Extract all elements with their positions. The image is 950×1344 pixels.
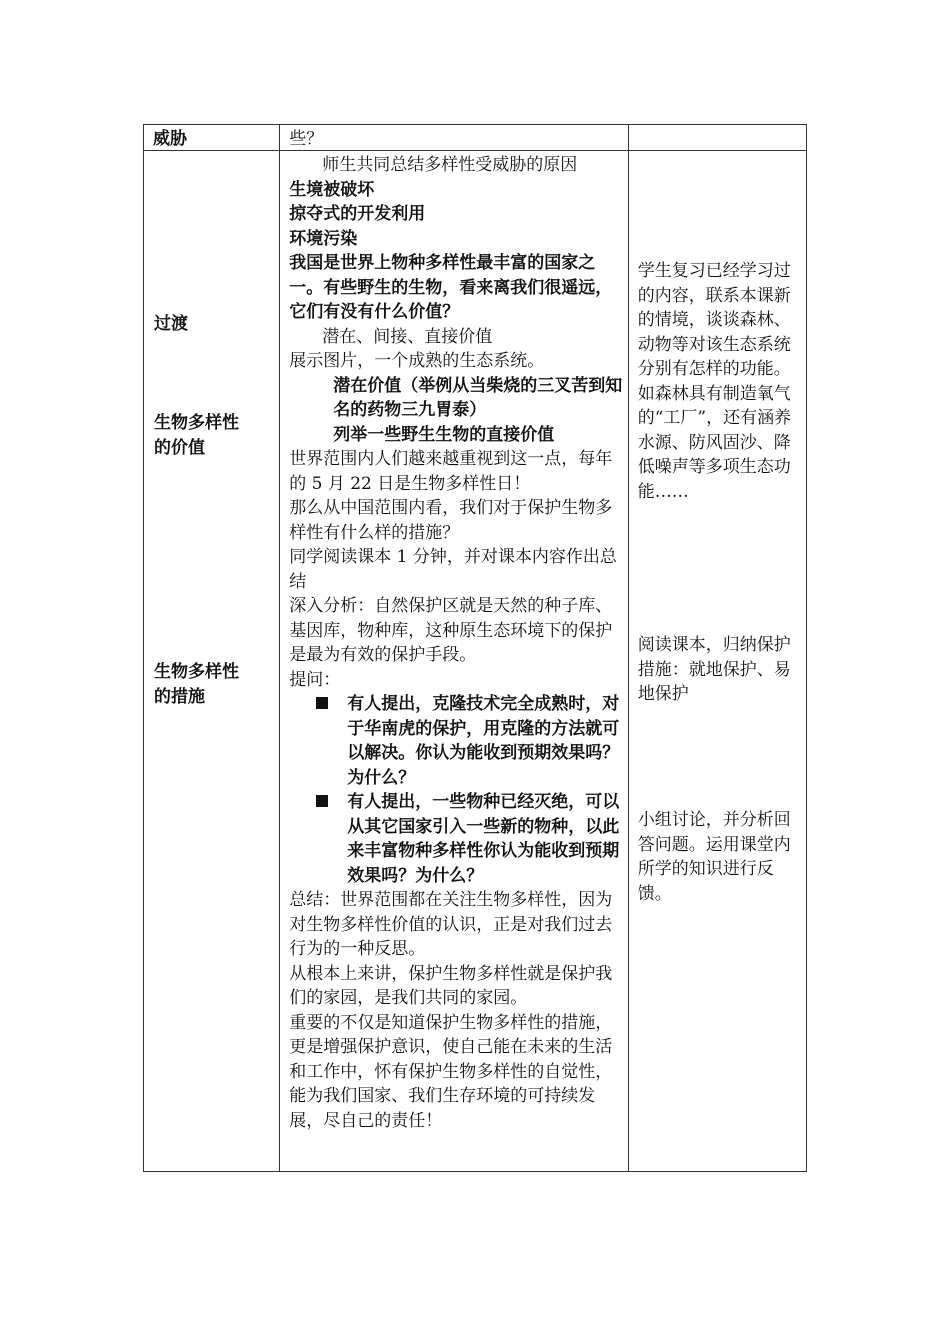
student-reading-text: 阅读课本，归纳保护措施：就地保护、易地保护 [637,635,791,704]
show-picture-text: 展示图片，一个成熟的生态系统。 [289,351,545,371]
stage-column [144,151,280,1172]
lesson-plan-table [143,124,807,1172]
student-activity-column [628,151,806,1172]
student-review-text: 学生复习已经学习过的内容，联系本课新的情境，谈谈森林、动物等对该生态系统分别有怎样的功能。如森林具有制造氧气的“工厂”，还有涵养水源、防风固沙、降低噪声等多项生态功能…… [637,261,792,502]
importance-text: 重要的不仅是知道保护生物多样性的措施，更是增强保护意识，使自己能在未来的生活和工作中，怀有保护生物多样性的自觉性， [289,1012,613,1082]
student-activity-text [629,125,806,129]
stage-label-value-2: 的价值 [154,438,205,458]
stage-label-measures-1: 生物多样性 [154,662,239,682]
value-question: 我国是世界上物种多样性最丰富的国家之一。有些野生的生物，看来离我们很遥远，它们有没有什么价值？ [289,253,613,322]
table-row [144,151,807,1172]
question-text: 有人提出，克隆技术完全成熟时，对于华南虎的保护，用克隆的方法就可以解决。你认为能收到预期效果吗？为什么？ [347,694,620,788]
stage-label-value-1: 生物多样性 [154,413,239,433]
square-bullet-icon [316,697,328,709]
conclusion-text: 总结：世界范围都在关注生物多样性，因为对生物多样性价值的认识，正是对我们过去行为的一种反思。 [289,890,613,959]
table-cell [628,125,806,151]
world-attention-text: 世界范围内人们越来越重视到这一点，每年的 5 月 22 日是生物多样性日！ [289,449,613,494]
direct-value-text: 列举一些野生生物的直接价值 [333,424,555,445]
summary-line: 师生共同总结多样性受威胁的原因 [322,155,578,175]
china-question-text: 那么从中国范围内看，我们对于保护生物多样性有什么样的措施？ [289,498,613,543]
square-bullet-icon [316,795,328,807]
responsibility-text: 能为我们国家、我们生存环境的可持续发展，尽自己的责任！ [289,1086,596,1131]
root-text: 从根本上来讲，保护生物多样性就是保护我们的家园，是我们共同的家园。 [289,963,613,1008]
analysis-text: 深入分析：自然保护区就是天然的种子库、基因库，物种库，这种原生态环境下的保护是最为有效的保护手段。 [289,596,613,665]
cause-item: 环境污染 [289,228,358,249]
ask-label: 提问： [289,669,341,690]
cause-item: 掠夺式的开发利用 [289,204,426,224]
question-text: 有人提出，一些物种已经灭绝，可以从其它国家引入一些新的物种，以此来丰富物种多样性你认为能收到预期效果吗？为什么？ [347,792,620,886]
teacher-activity-column [280,151,629,1172]
table-cell [280,125,629,151]
stage-label-measures-2: 的措施 [154,687,205,707]
teacher-activity-text: 些？ [289,129,324,149]
question-bullet [289,692,624,790]
student-discussion-text: 小组讨论，并分析回答问题。运用课堂内所学的知识进行反馈。 [637,810,791,904]
potential-value-text: 潜在价值（举例从当柴烧的三叉苦到知名的药物三九胃泰） [333,375,623,420]
reading-task-text: 同学阅读课本 1 分钟，并对课本内容作出总结 [289,547,617,592]
stage-label: 威胁 [153,129,187,149]
value-types: 潜在、间接、直接价值 [322,326,493,347]
table-cell [144,125,280,151]
table-row [144,125,807,151]
stage-label-transition: 过渡 [154,314,188,334]
cause-item: 生境被破坏 [289,179,375,200]
question-bullet [289,790,624,888]
